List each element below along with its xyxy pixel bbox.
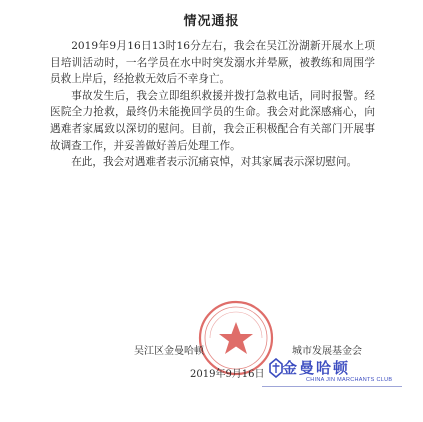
- document-body: [50, 38, 375, 171]
- signature-right: 城市发展基金会: [292, 346, 362, 357]
- paragraph-2: 事故发生后，我会立即组织救援并拨打急救电话，同时报警。经医院全力抢救，最终仍未能挽回学员的生命。我会对此深感痛心，向遇难者家属致以深切的慰问。目前，我会正积极配合有关部门开展事故调查工作，并妥善做好善后处理工作。: [50, 89, 375, 152]
- club-logo-subtitle: CHINA JIN MARCHANTS CLUB: [306, 377, 393, 383]
- logo-divider: [262, 386, 402, 387]
- document-date: 2019年9月16日: [190, 369, 265, 380]
- paragraph-3: 在此，我会对遇难者表示沉痛哀悼，对其家属表示深切慰问。: [71, 156, 358, 169]
- club-logo-name: 金曼哈顿: [282, 359, 351, 377]
- paragraph-1: 2019年9月16日13时16分左右，我会在吴江汾湖新开展水上项目培训活动时，一名学员在水中时突发溺水并晕厥，被教练和周围学员救上岸后，经抢救无效后不幸身亡。: [50, 40, 375, 86]
- signature-left: 吴江区金曼哈顿: [134, 346, 204, 357]
- document-title: 情况通报: [183, 14, 240, 29]
